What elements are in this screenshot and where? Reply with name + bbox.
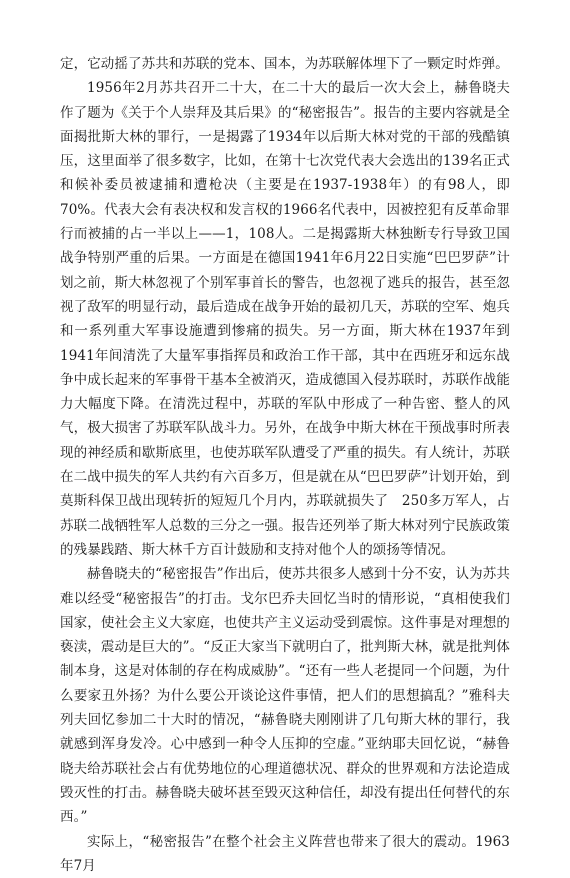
paragraph-3: 赫鲁晓夫的“秘密报告”作出后，使苏共很多人感到十分不安，认为苏共难以经受“秘密报告”的打击。戈尔巴乔夫回忆当时的情形说，“真相使我们国家，使社会主义大家庭，也使共产主义运动受到震惊。这件事是对理想的亵渎，震动是巨大的”。“反正大家当下就明白了，批判斯大林，就是批判体制本身，这是对体制的存在构成威胁”。“还有一些人老提同一个问题，为什么要家丑外扬？为什么要公开谈论这件事情，把人们的思想搞乱？”雅科夫列夫回忆参加二十大时的情况，“赫鲁晓夫刚刚讲了几句斯大林的罪行，我就感到浑身发冷。心中感到一种令人压抑的空虚。”亚纳耶夫回忆说，“赫鲁晓夫给苏联社会占有优势地位的心理道德状况、群众的世界观和方法论造成毁灭性的打击。赫鲁晓夫破坏甚至毁灭这种信任，却没有提出任何替代的东西。” — [60, 562, 510, 829]
paragraph-2: 1956年2月苏共召开二十大，在二十大的最后一次大会上，赫鲁晓夫作了题为《关于个人崇拜及其后果》的“秘密报告”。报告的主要内容就是全面揭批斯大林的罪行，一是揭露了1934年以后斯大林对党的干部的残酷镇压，这里面举了很多数字，比如，在第十七次党代表大会选出的139名正式和候补委员被逮捕和遭枪决（主要是在1937-1938年）的有98人，即70%。代表大会有表决权和发言权的1966名代表中，因被控犯有反革命罪行而被捕的占一半以上——1，108人。二是揭露斯大林独断专行导致卫国战争特别严重的后果。一方面是在德国1941年6月22日实施“巴巴罗萨”计划之前，斯大林忽视了个别军事首长的警告，也忽视了逃兵的报告，甚至忽视了敌军的明显行动，最后造成在战争开始的最初几天，苏联的空军、炮兵和一系列重大军事设施遭到惨痛的损失。另一方面，斯大林在1937年到1941年间清洗了大量军事指挥员和政治工作干部，其中在西班牙和远东战争中成长起来的军事骨干基本全被消灭，造成德国入侵苏联时，苏联作战能力大幅度下降。在清洗过程中，苏联的军队中形成了一种告密、整人的风气，极大损害了苏联军队战斗力。另外，在战争中斯大林在干预战事时所表现的神经质和歇斯底里，也使苏联军队遭受了严重的损失。有人统计，苏联在二战中损失的军人共约有六百多万，但是就在从“巴巴罗萨”计划开始，到莫斯科保卫战出现转折的短短几个月内，苏联就损失了 250多万军人，占苏联二战牺牲军人总数的三分之一强。报告还列举了斯大林对列宁民族政策的残暴践踏、斯大林千方百计鼓励和支持对他个人的颂扬等情况。 — [60, 76, 510, 562]
paragraph-4: 实际上，“秘密报告”在整个社会主义阵营也带来了很大的震动。1963年7月 — [60, 830, 510, 878]
paragraph-1: 定，它动摇了苏共和苏联的党本、国本，为苏联解体埋下了一颗定时炸弹。 — [60, 52, 510, 76]
